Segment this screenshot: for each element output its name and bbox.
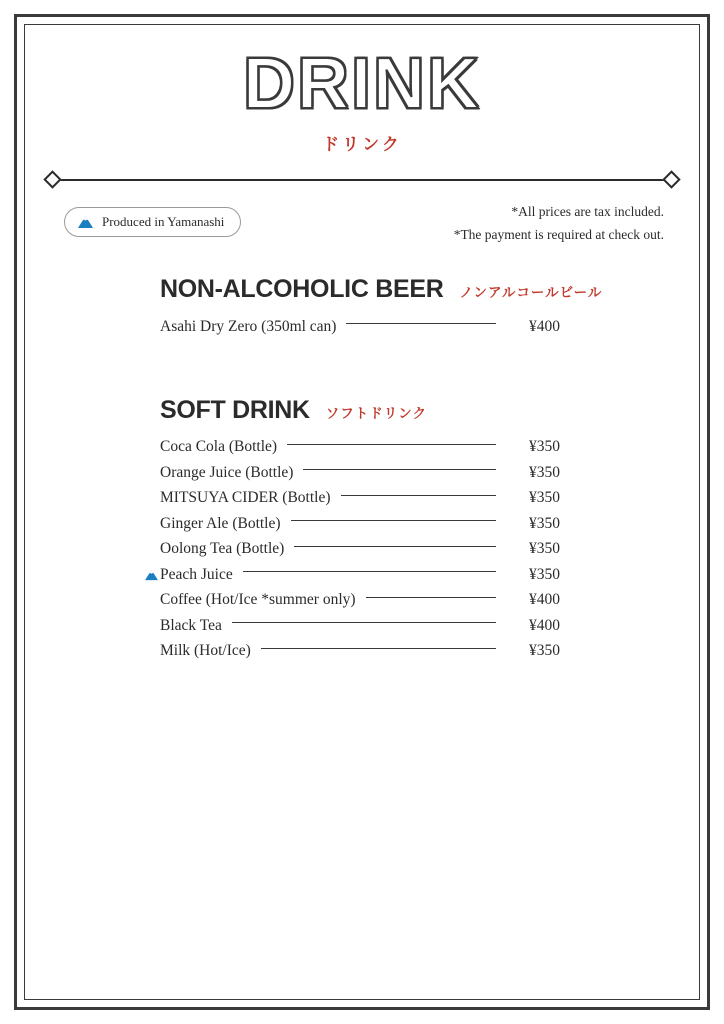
section-item-list	[160, 314, 560, 340]
item-leader-line	[291, 520, 496, 521]
section-title: SOFT DRINK	[160, 395, 310, 424]
item-price: ¥350	[529, 489, 560, 507]
section-title-japanese: ソフトドリンク	[325, 405, 428, 421]
section-title: NON-ALCOHOLIC BEER	[160, 275, 444, 303]
produced-in-yamanashi-badge	[64, 207, 241, 237]
item-name: Coca Cola (Bottle)	[160, 438, 278, 456]
item-price: ¥400	[529, 616, 560, 634]
item-price: ¥350	[529, 642, 560, 660]
item-price: ¥350	[529, 438, 560, 456]
divider-line	[53, 179, 671, 181]
mount-fuji-icon	[77, 215, 94, 229]
price-notes	[454, 201, 664, 247]
item-leader-line	[366, 597, 496, 598]
item-leader-line	[346, 323, 496, 324]
item-price: ¥350	[529, 463, 560, 481]
item-price: ¥350	[529, 514, 560, 532]
section-header	[160, 396, 660, 425]
item-leader-line	[294, 546, 496, 547]
section-header	[160, 275, 660, 304]
menu-item	[160, 511, 560, 537]
item-name: Coffee (Hot/Ice *summer only)	[160, 591, 356, 609]
page-content	[24, 24, 700, 1000]
item-name: Black Tea	[160, 616, 222, 634]
menu-item	[160, 562, 560, 588]
item-leader-line	[261, 648, 496, 649]
item-name: Oolong Tea (Bottle)	[160, 540, 285, 558]
item-name: Milk (Hot/Ice)	[160, 642, 251, 660]
divider	[46, 173, 678, 187]
section-title-japanese: ノンアルコールビール	[459, 285, 603, 300]
mount-fuji-icon	[142, 569, 160, 581]
item-leader-line	[287, 444, 496, 445]
note-line-1: *All prices are tax included.	[511, 204, 664, 219]
item-name: Orange Juice (Bottle)	[160, 463, 294, 481]
menu-item	[160, 639, 560, 665]
item-leader-line	[341, 495, 497, 496]
menu-item	[160, 613, 560, 639]
item-name: Peach Juice	[160, 565, 233, 583]
item-leader-line	[243, 571, 496, 572]
menu-item	[160, 435, 560, 461]
page-subtitle-japanese: ドリンク	[322, 135, 402, 154]
item-price: ¥350	[529, 540, 560, 558]
item-leader-line	[232, 622, 496, 623]
notes-row	[24, 199, 700, 255]
item-name: Asahi Dry Zero (350ml can)	[160, 317, 337, 335]
menu-item	[160, 486, 560, 512]
diamond-left-icon	[43, 170, 61, 188]
section-item-list	[160, 435, 560, 665]
note-line-2: *The payment is required at check out.	[453, 226, 664, 242]
item-name: MITSUYA CIDER (Bottle)	[160, 489, 331, 507]
item-price: ¥400	[529, 591, 560, 609]
section-non-alcoholic-beer	[64, 275, 660, 340]
menu-item	[160, 460, 560, 486]
item-price: ¥400	[529, 317, 560, 335]
item-leader-line	[303, 469, 496, 470]
section-soft-drink	[64, 396, 660, 665]
menu-item	[160, 314, 560, 340]
page-title: DRINK	[243, 44, 481, 124]
diamond-right-icon	[662, 170, 680, 188]
badge-label: Produced in Yamanashi	[102, 214, 225, 229]
menu-item	[160, 537, 560, 563]
item-name: Ginger Ale (Bottle)	[160, 514, 281, 532]
menu-item	[160, 588, 560, 614]
item-price: ¥350	[529, 565, 560, 583]
